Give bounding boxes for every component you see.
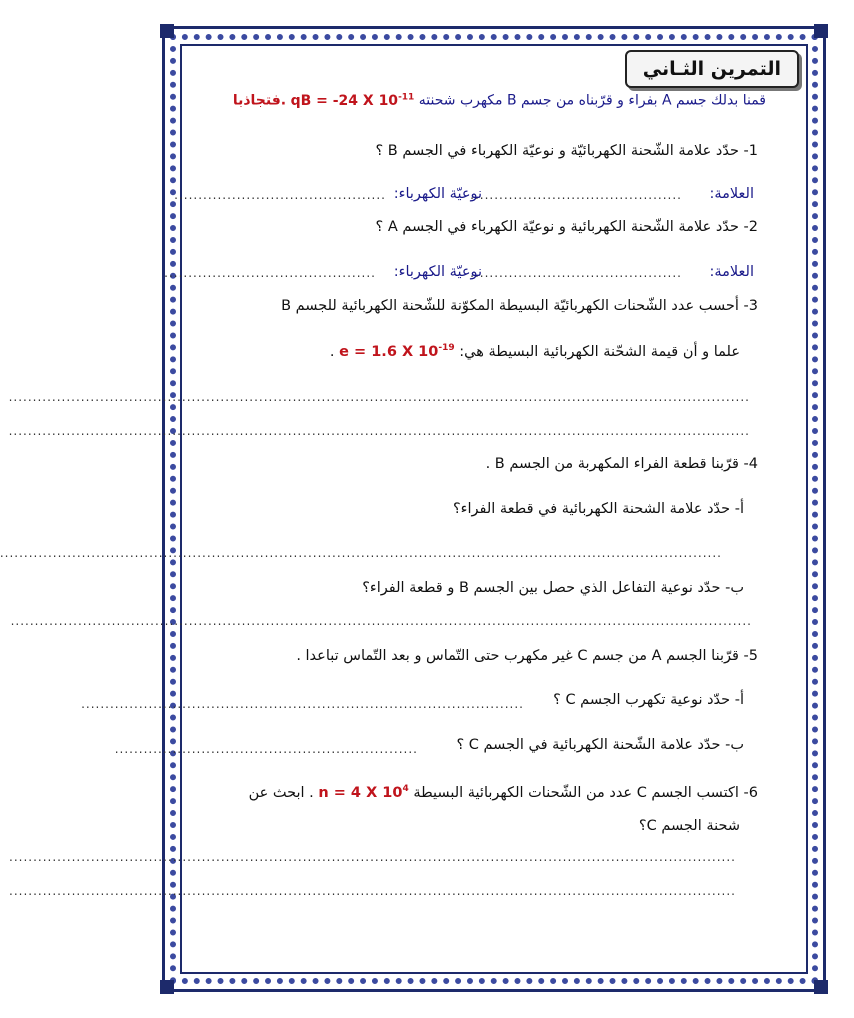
charge-qb: qB = -24 X $10^{-11}$: [290, 92, 415, 109]
charges-count-n: n = 4 X $10^4$: [318, 784, 409, 801]
question-5: 5- قرّبنا الجسم A من جسم C غير مكهرب حتى التّماس و بعد التّماس تباعدا .: [296, 648, 758, 664]
corner-ornament: [160, 980, 174, 994]
intro-tail: فتجاذبا.: [232, 92, 287, 109]
question-3-line2: علما و أن قيمة الشحّنة الكهربائية البسيطة هي: e = 1.6 X $10^{-19}$ .: [329, 343, 740, 360]
intro-text: قمنا بدلك جسم A بفراء و قرّبناه من جسم B مكهرب شحنته: [418, 92, 766, 109]
q4b-answer-line[interactable]: ..........................................................................................................................................................: [10, 614, 752, 628]
exercise-title: التمرين الثـاني: [625, 50, 799, 88]
q2-type-label: نوعيّة الكهرباء:: [393, 264, 482, 280]
q5b-answer-line[interactable]: ...............................................................: [114, 742, 418, 756]
q5a-answer-line[interactable]: ............................................................................................: [81, 697, 524, 711]
q3-answer-line-2[interactable]: ..........................................................................................................................................................: [8, 424, 750, 438]
q3-answer-line-1[interactable]: ..........................................................................................................................................................: [8, 390, 750, 404]
question-4: 4- قرّبنا قطعة الفراء المكهربة من الجسم B .: [485, 456, 758, 472]
q2-sign-answer-line[interactable]: ............................................: [470, 266, 682, 280]
question-4a: أ- حدّد علامة الشحنة الكهربائية في قطعة الفراء؟: [452, 501, 744, 517]
intro-statement: [233, 92, 766, 109]
q6-answer-line-1[interactable]: .......................................................................................................................................................: [9, 850, 736, 864]
q6-answer-line-2[interactable]: .......................................................................................................................................................: [9, 884, 736, 898]
question-5a: أ- حدّد نوعية تكهرب الجسم C ؟: [553, 692, 744, 708]
corner-ornament: [814, 24, 828, 38]
corner-ornament: [814, 980, 828, 994]
q1-sign-label: العلامة:: [709, 186, 754, 202]
q2-sign-label: العلامة:: [709, 264, 754, 280]
corner-ornament: [160, 24, 174, 38]
question-5b: ب- حدّد علامة الشّحنة الكهربائية في الجسم C ؟: [456, 737, 744, 753]
question-1: 1- حدّد علامة الشّحنة الكهربائيّة و نوعيّة الكهرباء في الجسم B ؟: [375, 143, 758, 159]
q2-type-answer-line[interactable]: ............................................: [164, 266, 376, 280]
question-6-line2: شحنة الجسم C؟: [638, 818, 740, 834]
q1-sign-answer-line[interactable]: ............................................: [470, 188, 682, 202]
question-2: 2- حدّد علامة الشّحنة الكهربائية و نوعيّة الكهرباء في الجسم A ؟: [375, 219, 758, 235]
elementary-charge-e: e = 1.6 X $10^{-19}$: [339, 343, 455, 360]
q4a-answer-line[interactable]: ......................................................................................................................................................: [0, 546, 722, 560]
question-3-line1: 3- أحسب عدد الشّحنات الكهربائيّة البسيطة المكوّنة للشّحنة الكهربائية للجسم B: [281, 298, 758, 314]
question-4b: ب- حدّد نوعية التفاعل الذي حصل بين الجسم B و قطعة الفراء؟: [362, 580, 744, 596]
question-6-line1: 6- اكتسب الجسم C عدد من الشّحنات الكهربائية البسيطة n = 4 X $10^4$ . ابحث عن: [248, 784, 758, 801]
q1-type-answer-line[interactable]: ............................................: [174, 188, 386, 202]
q1-type-label: نوعيّة الكهرباء:: [393, 186, 482, 202]
